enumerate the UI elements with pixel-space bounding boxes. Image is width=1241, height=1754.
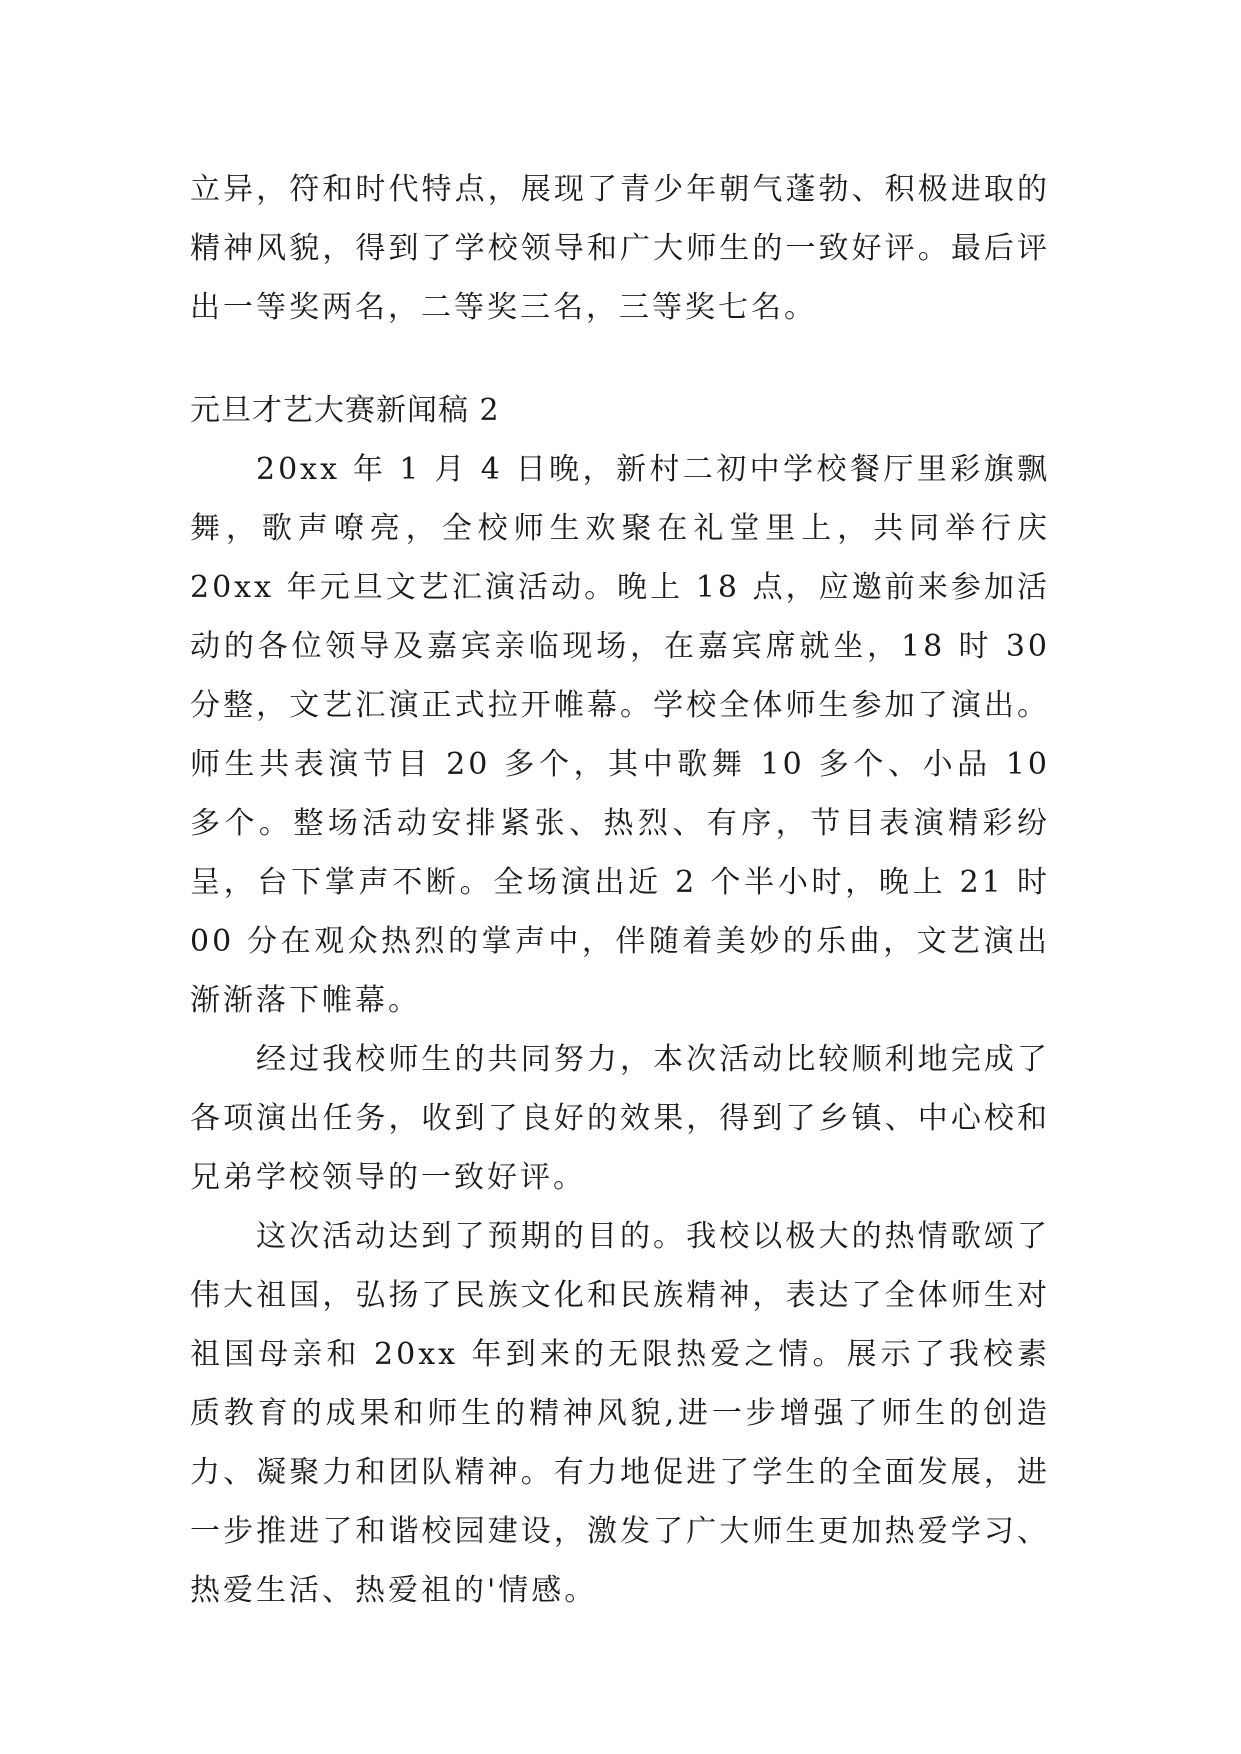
body-paragraph-2: 经过我校师生的共同努力，本次活动比较顺利地完成了各项演出任务，收到了良好的效果，得到了乡镇、中心校和兄弟学校领导的一致好评。	[190, 1042, 1050, 1195]
body-paragraph-3: 这次活动达到了预期的目的。我校以极大的热情歌颂了伟大祖国，弘扬了民族文化和民族精神，表达了全体师生对祖国母亲和 20xx 年到来的无限热爱之情。展示了我校素质教育的成果和师生的精神风貌,进一步增强了师生的创造力、凝聚力和团队精神。有力地促进了学生的全面发展，进一步推进了和谐校园建设，激发了广大师生更加热爱学习、热爱生活、热爱祖的'情感。	[190, 1219, 1050, 1608]
body-paragraph-1: 20xx 年 1 月 4 日晚，新村二初中学校餐厅里彩旗飘舞，歌声嘹亮，全校师生欢聚在礼堂里上，共同举行庆 20xx 年元旦文艺汇演活动。晚上 18 点，应邀前来参加活动的各位领导及嘉宾亲临现场，在嘉宾席就坐，18 时 30 分整，文艺汇演正式拉开帷幕。学校全体师生参加了演出。师生共表演节目 20 多个，其中歌舞 10 多个、小品 10 多个。整场活动安排紧张、热烈、有序，节目表演精彩纷呈，台下掌声不断。全场演出近 2 个半小时，晚上 21 时 00 分在观众热烈的掌声中，伴随着美妙的乐曲，文艺演出渐渐落下帷幕。	[190, 452, 1050, 1018]
document-page	[190, 160, 1050, 1620]
continued-paragraph: 立异，符和时代特点，展现了青少年朝气蓬勃、积极进取的精神风貌，得到了学校领导和广大师生的一致好评。最后评出一等奖两名，二等奖三名，三等奖七名。	[190, 172, 1050, 325]
section-heading: 元旦才艺大赛新闻稿 2	[190, 393, 500, 428]
